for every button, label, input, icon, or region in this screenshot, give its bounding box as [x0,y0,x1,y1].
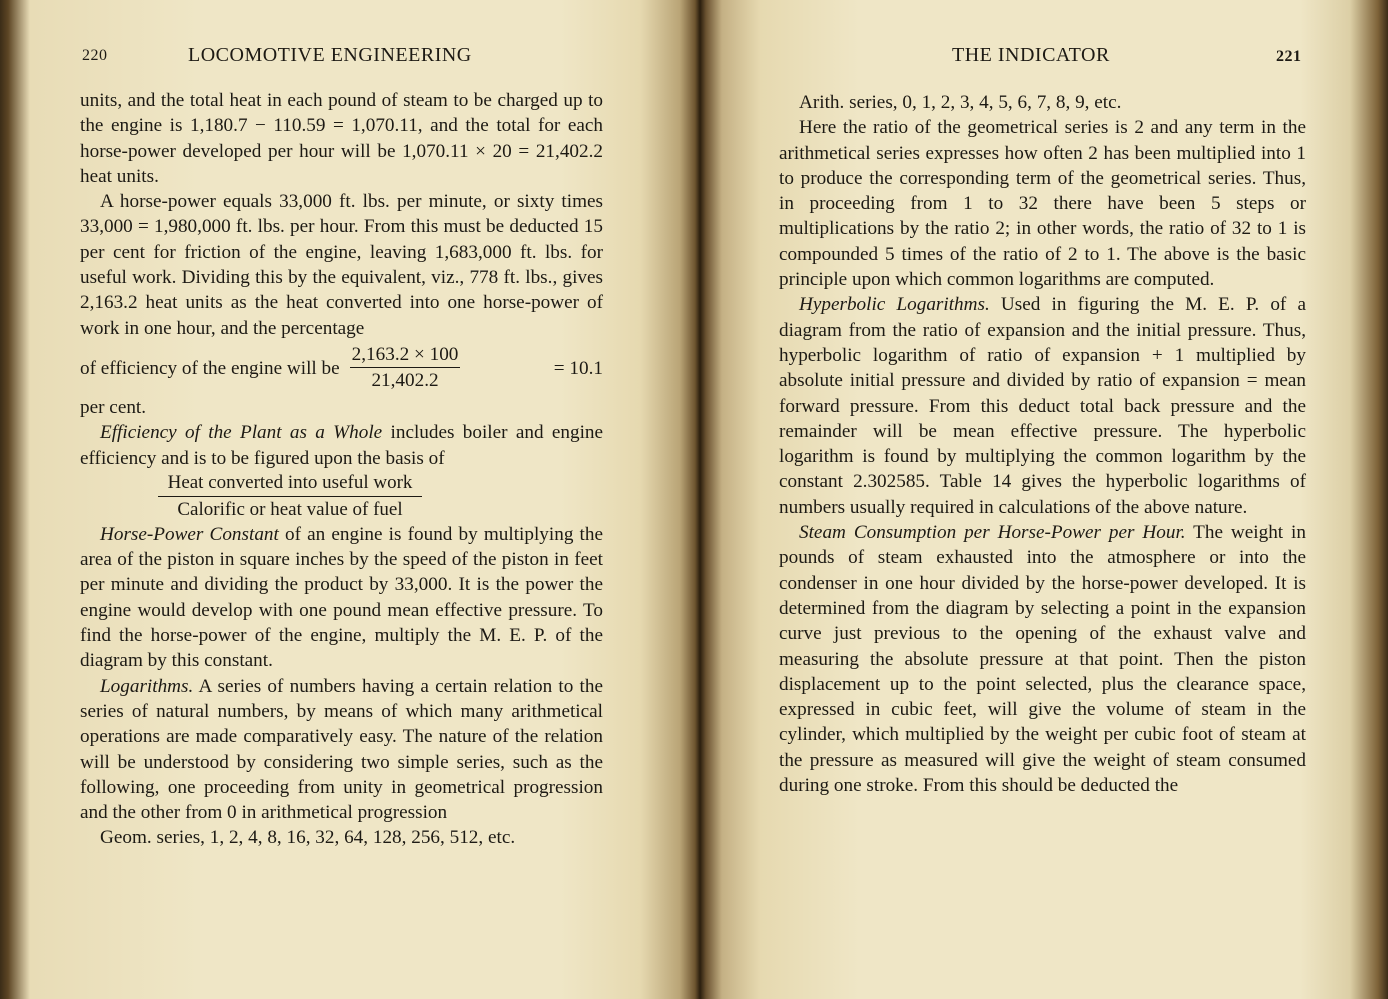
efficiency-denominator: 21,402.2 [371,370,439,392]
steam-consumption-title: Steam Consumption per Horse-Power per Hour. [799,522,1186,544]
logarithms-text: A series of numbers having a certain relation to the series of natural numbers, by means of which many arithmetical operations are made comparatively easy. The nature of the relation will be understood by considering two simple series, such as the following, one proceeding from unity in geometrical progression and the other from 0 in arithmetical progression [80,675,603,824]
efficiency-equation [80,343,603,395]
plant-efficiency-text: includes boiler and engine efficiency and is to be figured upon the basis of [80,422,604,469]
hyperbolic-logarithms-text: Used in figuring the M. E. P. of a diagram from the ratio of expansion and the initial pressure. Thus, hyperbolic logarithm of ratio of expansion + 1 multiplied by absolute initial pressure and divided by ratio of expansion = mean forward pressure. From this deduct total back pressure and the remainder will be mean effective pressure. The hyperbolic logarithm is found by multiplying the common logarithm by the constant 2.302585. Table 14 gives the hyperbolic logarithms of numbers usually required in calculations of the above nature. [779,294,1306,518]
plant-efficiency-title: Efficiency of the Plant as a Whole [100,422,383,444]
paragraph-horse-power-constant [80,522,603,674]
geometric-series: Geom. series, 1, 2, 4, 8, 16, 32, 64, 128, 256, 512, etc. [100,827,516,849]
arithmetic-series: Arith. series, 0, 1, 2, 3, 4, 5, 6, 7, 8, 9, etc. [799,92,1122,113]
right-page-body [779,90,1306,798]
horse-power-constant-title: Horse-Power Constant [100,523,279,545]
plant-efficiency-formula [80,471,500,522]
logarithms-title: Logarithms. [100,675,194,697]
paragraph-ratio: Here the ratio of the geometrical series is 2 and any term in the arithmetical series expresses how often 2 has been multiplied into 1 to produce the corresponding term of the geometrical series. Thus, in proceeding from 1 to 32 there have been 5 steps or multiplications by the ratio 2; in other words, the ratio of 32 to 1 is compounded 5 times of the ratio of 2 to 1. The above is the basic principle upon which common logarithms are computed. [779,117,1306,291]
efficiency-tail: per cent. [80,396,147,418]
paragraph-steam-consumption [779,520,1306,798]
paragraph-heat-units: units, and the total heat in each pound of steam to be charged up to the engine is 1,180.7 − 110.59 = 1,070.11, and the total for each horse-power developed per hour will be 1,070.11 × 20 = 21,402.2 heat units. [80,90,603,187]
efficiency-fraction [350,344,461,393]
paragraph-plant-efficiency [80,420,603,471]
formula-numerator: Heat converted into useful work [158,471,423,497]
efficiency-equation-text: of efficiency of the engine will be [80,358,340,380]
paragraph-logarithms [80,674,603,826]
paragraph-horse-power: A horse-power equals 33,000 ft. lbs. per minute, or sixty times 33,000 = 1,980,000 ft. lbs. per hour. From this must be deducted 15 per cent for friction of the engine, leaving 1,683,000 ft. lbs. for useful work. Dividing this by the equivalent, viz., 778 ft. lbs., gives 2,163.2 heat units as the heat converted into one horse-power of work in one hour, and the percentage [80,191,603,339]
horse-power-constant-text: of an engine is found by multiplying the area of the piston in square inches by the speed of the piston in feet per minute and dividing the product by 33,000. It is the power the engine would develop with one pound mean effective pressure. To find the horse-power of the engine, multiply the M. E. P. of the diagram by this constant. [80,523,604,672]
efficiency-result: = 10.1 [553,358,603,380]
page-number-right: 221 [1276,48,1302,65]
running-head-left: LOCOMOTIVE ENGINEERING [188,44,472,66]
left-page-body [80,88,603,851]
formula-denominator: Calorific or heat value of fuel [177,498,403,520]
page-number-left: 220 [82,47,108,64]
paragraph-hyperbolic-logarithms [779,292,1306,520]
right-page [694,0,1388,999]
efficiency-numerator: 2,163.2 × 100 [350,344,461,368]
steam-consumption-text: The weight in pounds of steam exhausted into the atmosphere or into the condenser in one hour divided by the horse-power developed. It is determined from the diagram by selecting a point in the expansion curve just previous to the opening of the exhaust valve and measuring the absolute pressure at that point. Then the piston displacement up to the point selected, plus the clearance space, expressed in cubic feet, will give the volume of steam in the cylinder, which multiplied by the weight per cubic foot of steam at the pressure as measured will give the weight of steam consumed during one stroke. From this should be deducted the [779,522,1306,797]
running-head-right: THE INDICATOR [952,44,1110,66]
hyperbolic-logarithms-title: Hyperbolic Logarithms. [799,294,990,316]
